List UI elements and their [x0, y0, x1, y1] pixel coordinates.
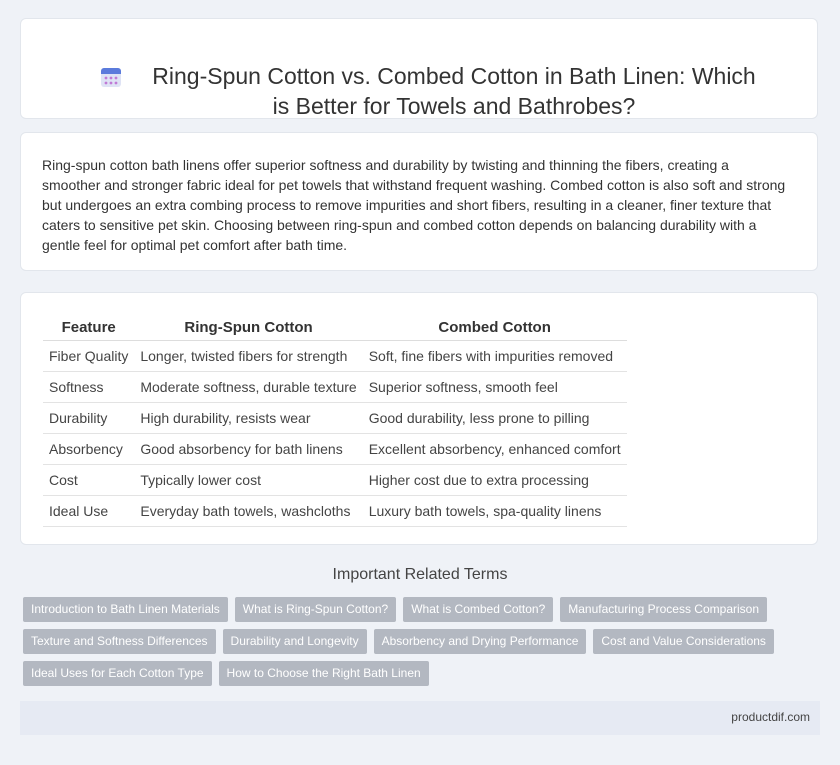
- related-term-link[interactable]: Absorbency and Drying Performance: [374, 629, 587, 654]
- related-term-link[interactable]: Texture and Softness Differences: [23, 629, 216, 654]
- table-cell: Soft, fine fibers with impurities removed: [363, 341, 627, 372]
- summary-card: [20, 132, 818, 271]
- table-cell: High durability, resists wear: [134, 403, 362, 434]
- related-term-link[interactable]: Introduction to Bath Linen Materials: [23, 597, 228, 622]
- related-term-link[interactable]: Manufacturing Process Comparison: [560, 597, 767, 622]
- table-cell: Softness: [43, 372, 134, 403]
- table-cell: Moderate softness, durable texture: [134, 372, 362, 403]
- related-term-link[interactable]: What is Combed Cotton?: [403, 597, 553, 622]
- comparison-card: [20, 292, 818, 545]
- table-row: [43, 465, 627, 496]
- table-cell: Absorbency: [43, 434, 134, 465]
- page-title: Ring-Spun Cotton vs. Combed Cotton in Bath Linen: Which is Better for Towels and Bathrobes?: [152, 63, 756, 119]
- table-cell: Longer, twisted fibers for strength: [134, 341, 362, 372]
- comparison-table: [43, 314, 627, 527]
- header-combed: Combed Cotton: [363, 314, 627, 341]
- header-ring-spun: Ring-Spun Cotton: [134, 314, 362, 341]
- summary-text: Ring-spun cotton bath linens offer superior softness and durability by twisting and thinning the fibers, creating a smoother and stronger fabric ideal for pet towels that withstand frequent washing. Combed cotton is also soft and strong but undergoes an extra combing process to remove impurities and short fibers, resulting in a cleaner, finer texture that caters to sensitive pet skin. Choosing between ring-spun and combed cotton depends on balancing durability with a gentle feel for optimal pet comfort after bath time.: [42, 157, 786, 253]
- table-header-row: [43, 314, 627, 341]
- related-term-link[interactable]: How to Choose the Right Bath Linen: [219, 661, 429, 686]
- related-term-link[interactable]: Durability and Longevity: [223, 629, 367, 654]
- table-cell: Everyday bath towels, washcloths: [134, 496, 362, 527]
- related-term-link[interactable]: What is Ring-Spun Cotton?: [235, 597, 396, 622]
- site-link[interactable]: productdif.com: [731, 710, 810, 724]
- footer: [20, 701, 820, 735]
- calendar-icon: [99, 65, 123, 89]
- related-term-link[interactable]: Cost and Value Considerations: [593, 629, 774, 654]
- table-cell: Excellent absorbency, enhanced comfort: [363, 434, 627, 465]
- table-cell: Typically lower cost: [134, 465, 362, 496]
- table-row: [43, 496, 627, 527]
- header-feature: Feature: [43, 314, 134, 341]
- table-cell: Fiber Quality: [43, 341, 134, 372]
- table-cell: Good durability, less prone to pilling: [363, 403, 627, 434]
- table-cell: Durability: [43, 403, 134, 434]
- related-term-link[interactable]: Ideal Uses for Each Cotton Type: [23, 661, 212, 686]
- title-card: [20, 18, 818, 119]
- table-row: [43, 372, 627, 403]
- related-terms-title: Important Related Terms: [332, 566, 508, 583]
- table-cell: Higher cost due to extra processing: [363, 465, 627, 496]
- table-row: [43, 403, 627, 434]
- table-cell: Luxury bath towels, spa-quality linens: [363, 496, 627, 527]
- table-cell: Ideal Use: [43, 496, 134, 527]
- table-row: [43, 434, 627, 465]
- related-terms-list: [23, 597, 783, 686]
- table-cell: Cost: [43, 465, 134, 496]
- table-row: [43, 341, 627, 372]
- table-cell: Superior softness, smooth feel: [363, 372, 627, 403]
- table-cell: Good absorbency for bath linens: [134, 434, 362, 465]
